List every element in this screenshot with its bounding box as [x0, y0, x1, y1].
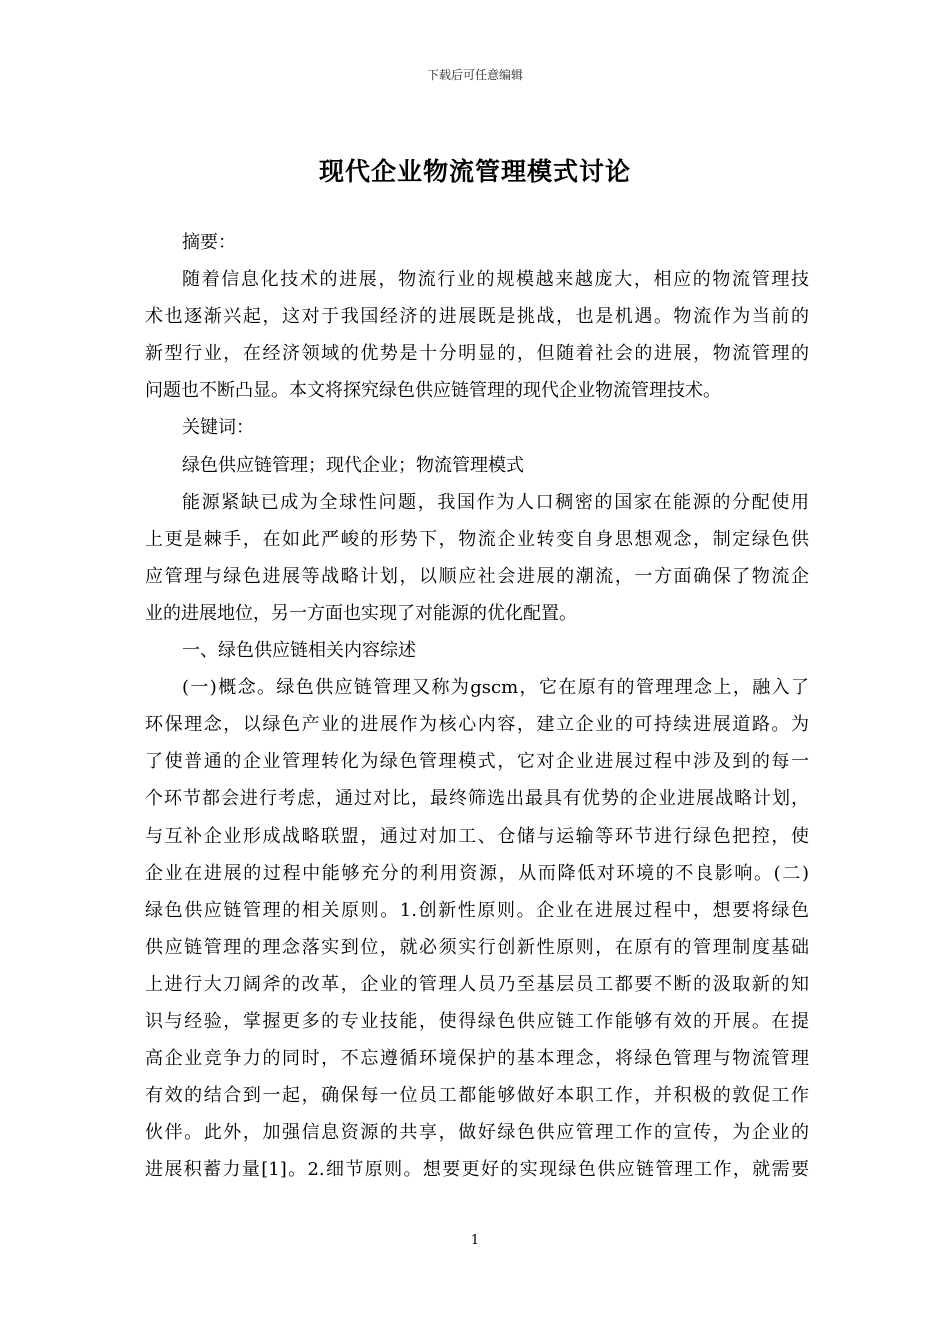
text-line: 绿色供应链管理；现代企业；物流管理模式: [182, 454, 524, 476]
text-line: 个环节都会进行考虑，通过对比，最终筛选出最具有优势的企业进展战略计划，: [145, 788, 809, 810]
document-title: 现代企业物流管理模式讨论: [318, 157, 631, 186]
text-line: 高企业竞争力的同时，不忘遵循环境保护的基本理念，将绿色管理与物流管理: [145, 1048, 809, 1070]
text-line: 进展积蓄力量[1]。2.细节原则。想要更好的实现绿色供应链管理工作，就需要: [145, 1159, 809, 1181]
page-number: 1: [470, 1233, 480, 1248]
text-line: 上进行大刀阔斧的改革，企业的管理人员乃至基层员工都要不断的汲取新的知: [145, 973, 809, 995]
text-line: 与互补企业形成战略联盟，通过对加工、仓储与运输等环节进行绿色把控，使: [145, 825, 809, 847]
text-line: 供应链管理的理念落实到位，就必须实行创新性原则，在原有的管理制度基础: [145, 936, 809, 958]
text-line: 环保理念，以绿色产业的进展作为核心内容，建立企业的可持续进展道路。为: [145, 714, 809, 736]
text-line: 应管理与绿色进展等战略计划，以顺应社会进展的潮流，一方面确保了物流企: [145, 565, 809, 587]
text-line: 摘要：: [182, 232, 236, 253]
text-line: 新型行业，在经济领域的优势是十分明显的，但随着社会的进展，物流管理的: [145, 343, 809, 365]
text-line: 有效的结合到一起，确保每一位员工都能够做好本职工作，并积极的敦促工作: [145, 1085, 809, 1107]
text-line: 术也逐渐兴起，这对于我国经济的进展既是挑战，也是机遇。物流作为当前的: [145, 306, 809, 328]
text-line: 识与经验，掌握更多的专业技能，使得绿色供应链工作能够有效的开展。在提: [145, 1010, 809, 1032]
text-line: 能源紧缺已成为全球性问题，我国作为人口稠密的国家在能源的分配使用: [182, 491, 809, 513]
text-line: 了使普通的企业管理转化为绿色管理模式，它对企业进展过程中涉及到的每一: [145, 751, 809, 773]
text-line: 随着信息化技术的进展，物流行业的规模越来越庞大，相应的物流管理技: [182, 269, 809, 291]
document-body: [145, 224, 809, 1188]
text-line: 上更是棘手，在如此严峻的形势下，物流企业转变自身思想观念，制定绿色供: [145, 528, 809, 550]
text-line: 绿色供应链管理的相关原则。1.创新性原则。企业在进展过程中，想要将绿色: [145, 899, 809, 921]
page-header: 下载后可任意编辑: [426, 68, 523, 82]
text-line: (一)概念。绿色供应链管理又称为gscm，它在原有的管理理念上，融入了: [182, 677, 809, 699]
text-line: 业的进展地位，另一方面也实现了对能源的优化配置。: [145, 602, 577, 624]
text-line: 一、绿色供应链相关内容综述: [182, 640, 416, 662]
text-line: 关键词：: [182, 417, 254, 439]
text-line: 企业在进展的过程中能够充分的利用资源，从而降低对环境的不良影响。(二): [145, 862, 809, 884]
text-line: 伙伴。此外，加强信息资源的共享，做好绿色供应管理工作的宣传，为企业的: [145, 1122, 809, 1144]
text-line: 问题也不断凸显。本文将探究绿色供应链管理的现代企业物流管理技术。: [145, 380, 721, 402]
